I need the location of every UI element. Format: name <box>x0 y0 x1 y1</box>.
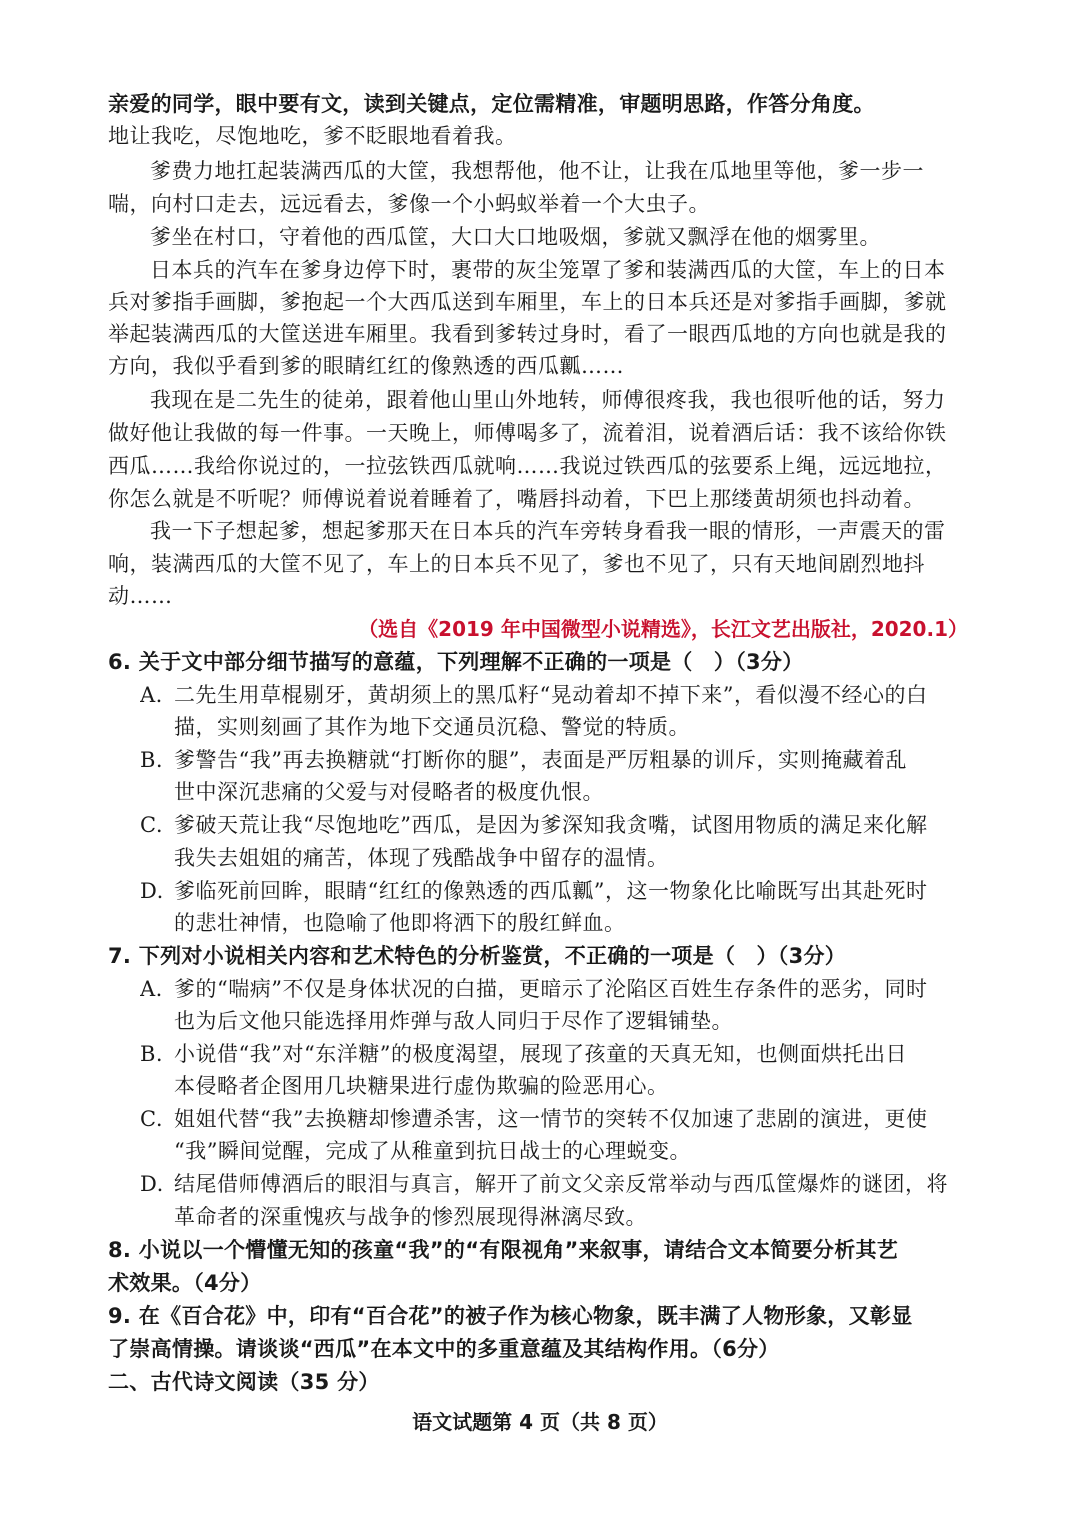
passage-line: 兵对爹指手画脚，爹抱起一个大西瓜送到车厢里，车上的日本兵还是对爹指手画脚，爹就 <box>108 290 947 314</box>
option-text: 结尾借师傅酒后的眼泪与真言，解开了前文父亲反常举动与西瓜筐爆炸的谜团，将 <box>174 1172 948 1196</box>
question-7-stem: 7. 下列对小说相关内容和艺术特色的分析鉴赏，不正确的一项是（ ）（3分） <box>108 944 847 968</box>
source-citation: （选自《2019 年中国微型小说精选》，长江文艺出版社，2020.1） <box>358 617 968 641</box>
header-reminder: 亲爱的同学，眼中要有文，读到关键点，定位需精准，审题明思路，作答分角度。 <box>108 92 875 116</box>
passage-line: 我一下子想起爹，想起爹那天在日本兵的汽车旁转身看我一眼的情形，一声震天的雷 <box>150 519 946 543</box>
q6-option-d <box>140 875 970 907</box>
passage-line: 响，装满西瓜的大筐不见了，车上的日本兵不见了，爹也不见了，只有天地间剧烈地抖 <box>108 552 925 576</box>
q7-option-c-cont: “我”瞬间觉醒，完成了从稚童到抗日战士的心理蜕变。 <box>174 1139 691 1163</box>
option-letter: D. <box>140 879 164 903</box>
passage-line: 做好他让我做的每一件事。一天晚上，师傅喝多了，流着泪，说着酒后话：我不该给你铁 <box>108 421 947 445</box>
option-letter: B. <box>140 1042 164 1066</box>
question-8-stem-cont: 术效果。（4分） <box>108 1271 262 1295</box>
option-text: 爹破天荒让我“尽饱地吃”西瓜，是因为爹深知我贪嘴，试图用物质的满足来化解 <box>174 813 928 837</box>
section-2-heading: 二、古代诗文阅读（35 分） <box>108 1370 380 1394</box>
page-footer: 语文试题第 4 页（共 8 页） <box>412 1410 668 1434</box>
question-8-stem: 8. 小说以一个懵懂无知的孩童“我”的“有限视角”来叙事，请结合文本简要分析其艺 <box>108 1238 899 1262</box>
passage-line: 方向，我似乎看到爹的眼睛红红的像熟透的西瓜瓤…… <box>108 354 624 378</box>
passage-line: 爹费力地扛起装满西瓜的大筐，我想帮他，他不让，让我在瓜地里等他，爹一步一 <box>150 159 924 183</box>
q7-option-d-cont: 革命者的深重愧疚与战争的惨烈展现得淋漓尽致。 <box>174 1205 647 1229</box>
passage-line: 西瓜……我给你说过的，一拉弦铁西瓜就响……我说过铁西瓜的弦要系上绳，远远地拉， <box>108 454 947 478</box>
q7-option-a <box>140 973 970 1005</box>
option-letter: A. <box>140 977 163 1001</box>
passage-line: 你怎么就是不听呢？师傅说着说着睡着了，嘴唇抖动着，下巴上那缕黄胡须也抖动着。 <box>108 487 925 511</box>
question-9-stem-cont: 了崇高情操。请谈谈“西瓜”在本文中的多重意蕴及其结构作用。（6分） <box>108 1337 780 1361</box>
passage-line: 举起装满西瓜的大筐送进车厢里。我看到爹转过身时，看了一眼西瓜地的方向也就是我的 <box>108 322 947 346</box>
q6-option-c-cont: 我失去姐姐的痛苦，体现了残酷战争中留存的温情。 <box>174 846 669 870</box>
q6-option-d-cont: 的悲壮神情，也隐喻了他即将洒下的殷红鲜血。 <box>174 911 626 935</box>
option-text: 爹的“喘病”不仅是身体状况的白描，更暗示了沦陷区百姓生存条件的恶劣，同时 <box>174 977 928 1001</box>
option-text: 小说借“我”对“东洋糖”的极度渴望，展现了孩童的天真无知，也侧面烘托出日 <box>174 1042 907 1066</box>
option-letter: A. <box>140 683 163 707</box>
q7-option-a-cont: 也为后文他只能选择用炸弹与敌人同归于尽作了逻辑铺垫。 <box>174 1009 733 1033</box>
question-6-stem: 6. 关于文中部分细节描写的意蕴，下列理解不正确的一项是（ ）（3分） <box>108 650 804 674</box>
q6-option-a-cont: 描，实则刻画了其作为地下交通员沉稳、警觉的特质。 <box>174 715 690 739</box>
q6-option-a <box>140 679 970 711</box>
passage-line: 我现在是二先生的徒弟，跟着他山里山外地转，师傅很疼我，我也很听他的话，努力 <box>150 388 946 412</box>
q7-option-b <box>140 1038 970 1070</box>
q6-option-b <box>140 744 970 776</box>
option-letter: C. <box>140 1107 163 1131</box>
q6-option-b-cont: 世中深沉悲痛的父爱与对侵略者的极度仇恨。 <box>174 780 604 804</box>
passage-line: 日本兵的汽车在爹身边停下时，裹带的灰尘笼罩了爹和装满西瓜的大筐，车上的日本 <box>150 258 946 282</box>
option-text: 姐姐代替“我”去换糖却惨遭杀害，这一情节的突转不仅加速了悲剧的演进，更使 <box>174 1107 928 1131</box>
q6-option-c <box>140 809 970 841</box>
q7-option-b-cont: 本侵略者企图用几块糖果进行虚伪欺骗的险恶用心。 <box>174 1074 669 1098</box>
q7-option-d <box>140 1168 970 1200</box>
q7-option-c <box>140 1103 970 1135</box>
option-letter: C. <box>140 813 163 837</box>
option-text: 爹临死前回眸，眼睛“红红的像熟透的西瓜瓤”，这一物象化比喻既写出其赴死时 <box>174 879 928 903</box>
option-letter: D. <box>140 1172 164 1196</box>
option-text: 二先生用草棍剔牙，黄胡须上的黑瓜籽“晃动着却不掉下来”，看似漫不经心的白 <box>174 683 928 707</box>
passage-line: 喘，向村口走去，远远看去，爹像一个小蚂蚁举着一个大虫子。 <box>108 192 710 216</box>
option-text: 爹警告“我”再去换糖就“打断你的腿”，表面是严厉粗暴的训斥，实则掩藏着乱 <box>174 748 907 772</box>
option-letter: B. <box>140 748 164 772</box>
passage-line: 动…… <box>108 584 173 608</box>
question-9-stem: 9. 在《百合花》中，印有“百合花”的被子作为核心物象，既丰满了人物形象，又彰显 <box>108 1304 913 1328</box>
passage-line: 爹坐在村口，守着他的西瓜筐，大口大口地吸烟，爹就又飘浮在他的烟雾里。 <box>150 225 881 249</box>
passage-line: 地让我吃，尽饱地吃，爹不眨眼地看着我。 <box>108 124 517 148</box>
